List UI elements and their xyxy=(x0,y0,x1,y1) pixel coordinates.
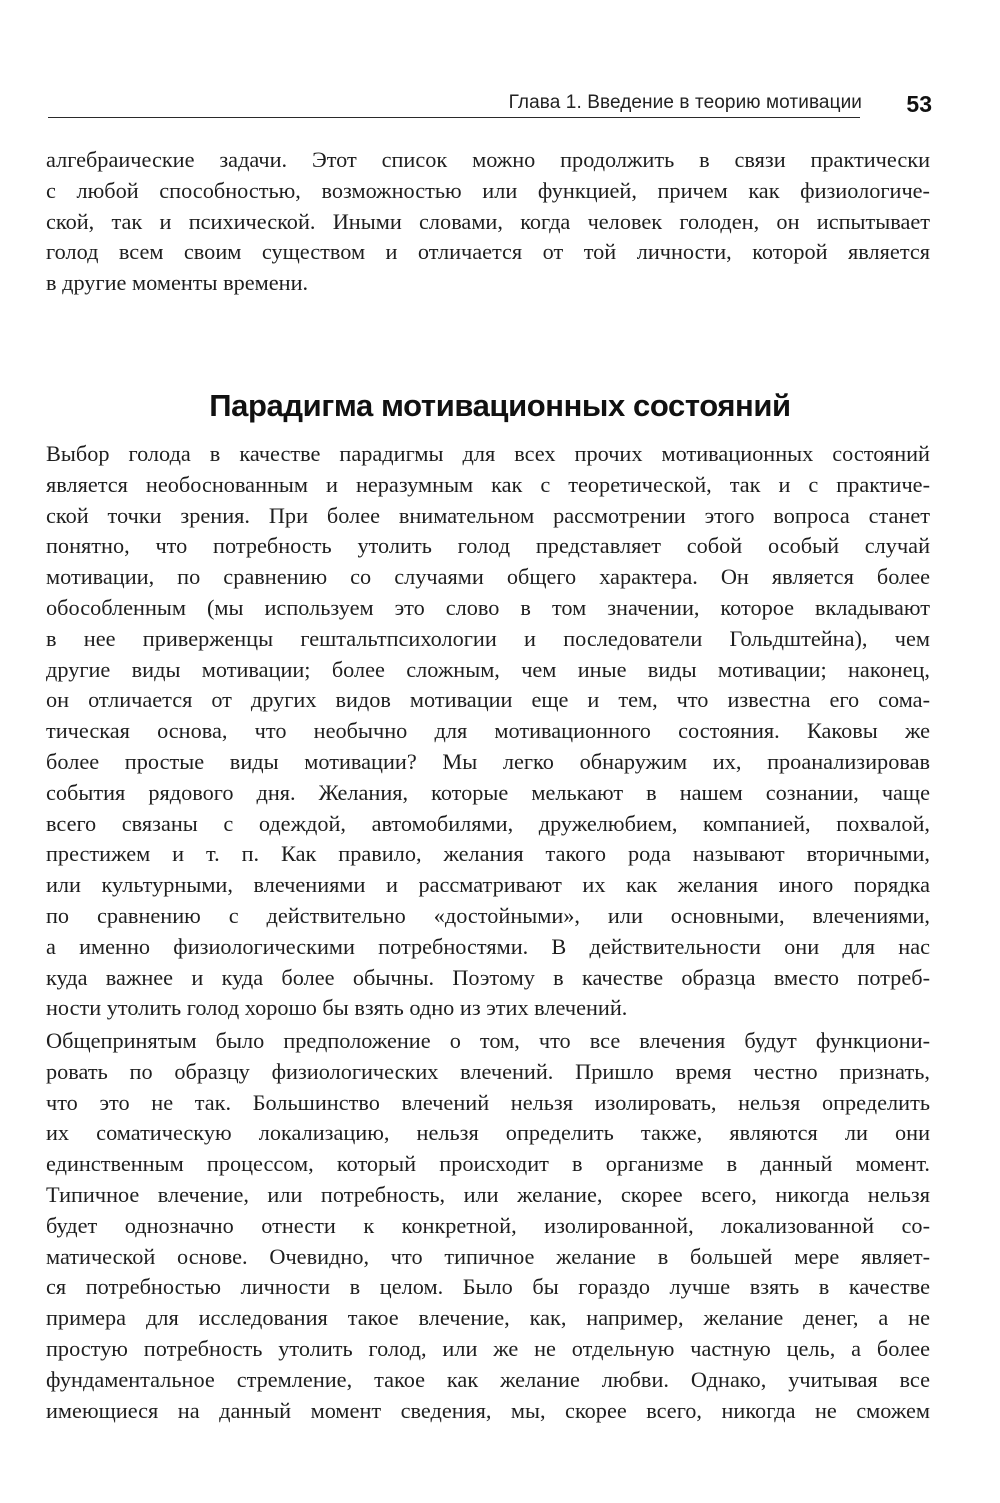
text-line: с любой способностью, возможностью или функцией, причем как физиологиче- xyxy=(46,177,930,203)
text-line: престижем и т. п. Как правило, желания такого рода называют вторичными, xyxy=(46,841,930,867)
text-line: в нее приверженцы гештальтпсихологии и последователи Гольдштейна), чем xyxy=(46,625,930,651)
text-line: в другие моменты времени. xyxy=(46,270,309,296)
text-line: Типичное влечение, или потребность, или желание, скорее всего, никогда нельзя xyxy=(46,1181,930,1207)
text-line: ности утолить голод хорошо бы взять одно из этих влечений. xyxy=(46,995,628,1021)
text-line: матической основе. Очевидно, что типичное желание в большей мере являет- xyxy=(46,1243,930,1269)
text-line: будет однозначно отнести к конкретной, изолированной, локализованной со- xyxy=(46,1212,930,1238)
text-line: имеющиеся на данный момент сведения, мы, скорее всего, никогда не сможем xyxy=(46,1397,930,1423)
text-line: всего связаны с одеждой, автомобилями, дружелюбием, компанией, похвалой, xyxy=(46,810,930,836)
text-line: другие виды мотивации; более сложным, чем иные виды мотивации; наконец, xyxy=(46,656,930,682)
text-line: мотивации, по сравнению со случаями общего характера. Он является более xyxy=(46,564,930,590)
text-line: он отличается от других видов мотивации еще и тем, что известна его сома- xyxy=(46,687,930,713)
text-line: их соматическую локализацию, нельзя определить также, являются ли они xyxy=(46,1120,930,1146)
header-rule xyxy=(48,117,860,118)
text-line: что это не так. Большинство влечений нельзя изолировать, нельзя определить xyxy=(46,1089,930,1115)
text-line: куда важнее и куда более обычны. Поэтому в качестве образца вместо потреб- xyxy=(46,964,930,990)
text-line: ской, так и психической. Иными словами, когда человек голоден, он испытывает xyxy=(46,208,930,234)
paragraph-paradigm xyxy=(46,439,930,1024)
text-line: ровать по образцу физиологических влечений. Пришло время честно признать, xyxy=(46,1058,930,1084)
section-heading: Парадигма мотивационных состояний xyxy=(209,387,791,423)
text-line: события рядового дня. Желания, которые мелькают в нашем сознании, чаще xyxy=(46,779,930,805)
text-line: ской точки зрения. При более внимательном рассмотрении этого вопроса станет xyxy=(46,502,930,528)
text-line: тическая основа, что необычно для мотивационного состояния. Каковы же xyxy=(46,718,930,744)
text-line: алгебраические задачи. Этот список можно продолжить в связи практически xyxy=(46,147,930,172)
text-line: является необоснованным и неразумным как с теоретической, так и с практиче- xyxy=(46,471,930,497)
paragraph-drives xyxy=(46,1026,930,1426)
text-line: ся потребностью личности в целом. Было бы гораздо лучше взять в качестве xyxy=(46,1274,930,1300)
text-line: а именно физиологическими потребностями. В действительности они для нас xyxy=(46,933,930,959)
text-line: голод всем своим существом и отличается от той личности, которой является xyxy=(46,239,930,265)
text-line: или культурными, влечениями и рассматривают их как желания иного порядка xyxy=(46,872,930,898)
text-line: единственным процессом, который происходит в организме в данный момент. xyxy=(46,1151,930,1177)
text-line: простую потребность утолить голод, или же не отдельную частную цель, а более xyxy=(46,1335,930,1361)
text-line: примера для исследования такое влечение, как, например, желание денег, а не xyxy=(46,1305,930,1331)
text-line: по сравнению с действительно «достойными», или основными, влечениями, xyxy=(46,902,930,928)
text-line: более простые виды мотивации? Мы легко обнаружим их, проанализировав xyxy=(46,748,930,774)
page-number: 53 xyxy=(906,91,932,117)
paragraph-continued xyxy=(46,145,930,299)
text-line: обособленным (мы используем это слово в том значении, которое вкладывают xyxy=(46,594,930,620)
text-line: Общепринятым было предположение о том, что все влечения будут функциони- xyxy=(46,1028,930,1053)
text-line: фундаментальное стремление, такое как желание любви. Однако, учитывая все xyxy=(46,1366,930,1392)
text-line: понятно, что потребность утолить голод представляет собой особый случай xyxy=(46,533,930,559)
text-line: Выбор голода в качестве парадигмы для всех прочих мотивационных состояний xyxy=(46,441,930,466)
running-header xyxy=(48,88,932,128)
chapter-title: Глава 1. Введение в теорию мотивации xyxy=(508,92,862,113)
